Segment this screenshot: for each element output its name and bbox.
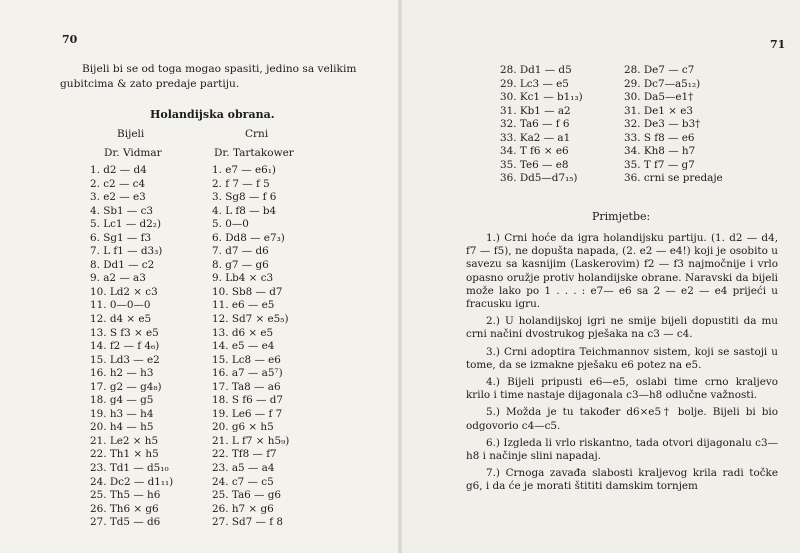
book-gutter	[398, 0, 402, 553]
move-black: 17. Ta8 — a6	[212, 380, 281, 393]
move-black: 8. g7 — g6	[212, 258, 269, 271]
note-paragraph: 1.) Crni hoće da igra holandijsku partiju. (1. d2 — d4, f7 — f5), ne dopušta napada, (2. e2 — e4!) koji je osobito u savezu sa kasnijim (Laskerovim) f2 — f3 najmočnije i vrlo opasno oružje protiv holandijske obrane. Naravski da bijeli može lako po 1 . . . : e7— e6 sa 2 — e2 — e4 prijeći u fracusku igru.	[466, 232, 778, 311]
move-black: 10. Sb8 — d7	[212, 285, 283, 298]
move-black: 24. c7 — c5	[212, 475, 274, 488]
move-black: 21. L f7 × h5₉)	[212, 434, 290, 447]
note-paragraph: 2.) U holandijskoj igri ne smije bijeli dopustiti da mu crni načini dvostrukog pješaka na c3 — c4.	[466, 315, 778, 341]
move-black: 23. a5 — a4	[212, 462, 275, 475]
white-label: Bijeli	[117, 128, 145, 140]
move-black: 15. Lc8 — e6	[212, 353, 281, 366]
move-white: 4. Sb1 — c3	[90, 204, 154, 217]
black-player: Dr. Tartakower	[214, 147, 294, 159]
game-title: Holandijska obrana.	[150, 108, 275, 121]
page-number-left: 70	[62, 33, 78, 46]
black-moves-list	[212, 164, 322, 530]
move-black: 27. Sd7 — f 8	[212, 516, 283, 529]
move-white: 11. 0—0—0	[90, 299, 151, 312]
move-white: 22. Th1 × h5	[90, 448, 159, 461]
black-label: Crni	[245, 128, 269, 140]
note-paragraph: 3.) Crni adoptira Teichmannov sistem, koji se sastoji u tome, da se izmakne pješaku e6 potez na e5.	[466, 345, 778, 371]
move-white: 35. Te6 — e8	[500, 158, 569, 171]
move-white: 23. Td1 — d5₁₀	[90, 462, 169, 475]
move-white: 2. c2 — c4	[90, 177, 146, 190]
move-white: 24. Dc2 — d1₁₁)	[90, 475, 174, 488]
move-black: 7. d7 — d6	[212, 245, 269, 258]
move-black: 36. crni se predaje	[624, 172, 723, 185]
move-white: 3. e2 — e3	[90, 191, 146, 204]
notes-section	[466, 232, 778, 498]
move-black: 32. De3 — b3†	[624, 118, 701, 131]
move-white: 27. Td5 — d6	[90, 516, 161, 529]
move-white: 29. Lc3 — e5	[500, 77, 569, 90]
move-white: 7. L f1 — d3₃)	[90, 245, 163, 258]
note-paragraph: 6.) Izgleda li vrlo riskantno, tada otvori dijagonalu c3—h8 i načinje slini napadaj.	[466, 436, 778, 463]
note-paragraph: 7.) Crnoga zavađa slabosti kraljevog krila radi točke g6, i da će je morati štititi damskim tornjem	[466, 467, 778, 493]
white-moves-list	[90, 164, 200, 530]
move-black: 5. 0—0	[212, 218, 249, 231]
move-black: 34. Kh8 — h7	[624, 145, 696, 158]
move-white: 17. g2 — g4₈)	[90, 380, 162, 393]
move-black: 16. a7 — a5⁷)	[212, 367, 283, 380]
move-black: 14. e5 — e4	[212, 340, 275, 353]
move-white: 9. a2 — a3	[90, 272, 146, 285]
move-black: 11. e6 — e5	[212, 299, 275, 312]
move-black: 26. h7 × g6	[212, 502, 274, 515]
move-white: 19. h3 — h4	[90, 407, 154, 420]
move-white: 34. T f6 × e6	[500, 145, 569, 158]
move-black: 1. e7 — e6₁)	[212, 164, 276, 176]
move-black: 28. De7 — c7	[624, 64, 695, 76]
move-black: 31. De1 × e3	[624, 104, 693, 117]
move-black: 33. S f8 — e6	[624, 131, 695, 144]
move-white: 6. Sg1 — f3	[90, 231, 152, 244]
move-white: 21. Le2 × h5	[90, 434, 159, 447]
move-white: 20. h4 — h5	[90, 421, 154, 434]
move-white: 18. g4 — g5	[90, 394, 154, 407]
move-black: 19. Le6 — f 7	[212, 407, 283, 420]
intro-paragraph	[60, 62, 380, 92]
moves-continued-black	[624, 64, 754, 186]
move-black: 13. d6 × e5	[212, 326, 274, 339]
move-white: 26. Th6 × g6	[90, 502, 159, 515]
move-white: 30. Kc1 — b1₁₃)	[500, 91, 583, 104]
note-paragraph: 5.) Možda je tu također d6×e5† bolje. Bijeli bi bio odgovorio c4—c5.	[466, 406, 778, 432]
move-white: 28. Dd1 — d5	[500, 64, 572, 76]
intro-text: Bijeli bi se od toga mogao spasiti, jedino sa velikim gubitcima & zato predaje partiju.	[60, 63, 357, 90]
move-black: 6. Dd8 — e7₃)	[212, 231, 285, 244]
move-white: 8. Dd1 — c2	[90, 258, 155, 271]
move-black: 2. f 7 — f 5	[212, 177, 270, 190]
move-white: 5. Lc1 — d2₂)	[90, 218, 162, 231]
move-black: 20. g6 × h5	[212, 421, 274, 434]
move-white: 15. Ld3 — e2	[90, 353, 160, 366]
move-black: 22. Tf8 — f7	[212, 448, 277, 461]
move-black: 35. T f7 — g7	[624, 158, 695, 171]
move-white: 32. Ta6 — f 6	[500, 118, 570, 131]
move-white: 1. d2 — d4	[90, 164, 147, 176]
move-black: 25. Ta6 — g6	[212, 489, 282, 502]
move-white: 12. d4 × e5	[90, 313, 152, 326]
move-white: 33. Ka2 — a1	[500, 131, 571, 144]
notes-title: Primjetbe:	[592, 210, 651, 223]
move-black: 18. S f6 — d7	[212, 394, 283, 407]
move-white: 16. h2 — h3	[90, 367, 154, 380]
note-paragraph: 4.) Bijeli pripusti e6—e5, oslabi time crno kraljevo krilo i time nastaje dijagonala c3—h8 odlučne važnosti.	[466, 376, 778, 402]
moves-continued-white	[500, 64, 620, 186]
move-black: 4. L f8 — b4	[212, 204, 277, 217]
move-black: 9. Lb4 × c3	[212, 272, 274, 285]
move-white: 10. Ld2 × c3	[90, 285, 158, 298]
move-black: 30. Da5—e1†	[624, 91, 694, 104]
move-black: 3. Sg8 — f 6	[212, 191, 277, 204]
move-black: 29. Dc7—a5₁₂)	[624, 77, 701, 90]
move-white: 13. S f3 × e5	[90, 326, 159, 339]
move-white: 25. Th5 — h6	[90, 489, 161, 502]
move-white: 31. Kb1 — a2	[500, 104, 571, 117]
move-black: 12. Sd7 × e5₅)	[212, 313, 289, 326]
white-player: Dr. Vidmar	[104, 147, 162, 159]
page-number-right: 71	[770, 38, 786, 51]
move-white: 36. Dd5—d7₁₅)	[500, 172, 578, 185]
move-white: 14. f2 — f 4₆)	[90, 340, 160, 353]
